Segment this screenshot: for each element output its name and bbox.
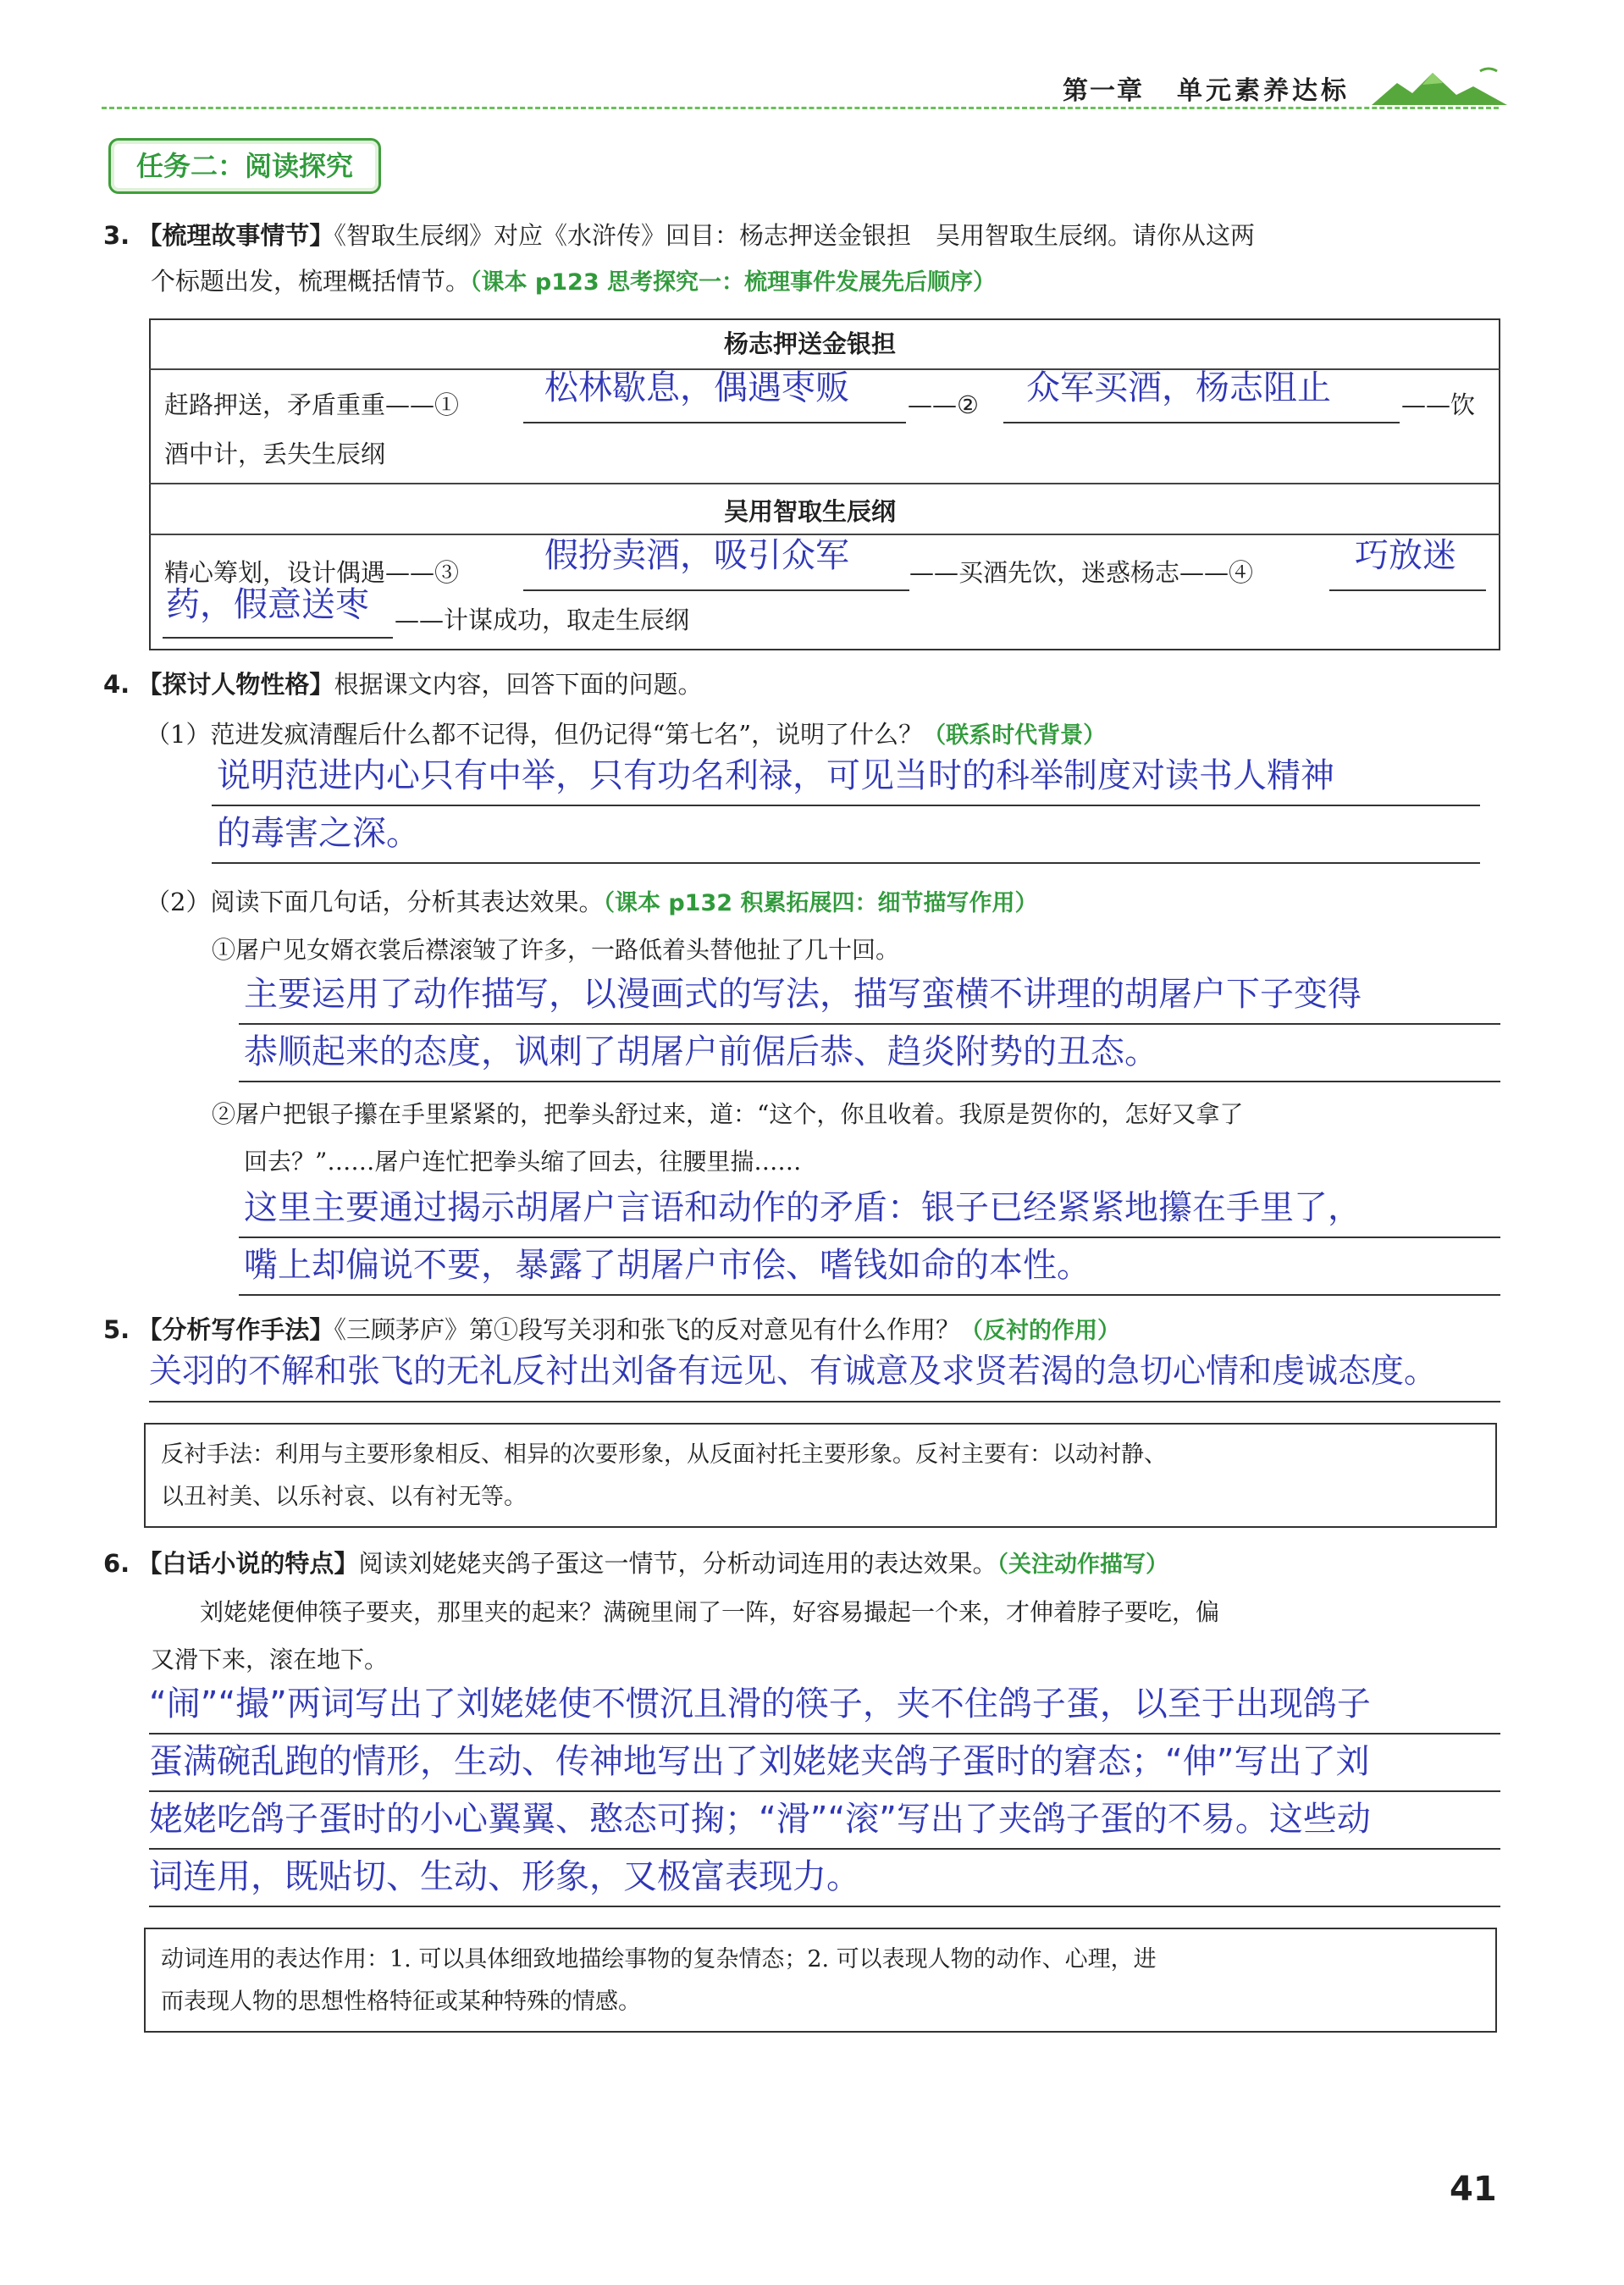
table-row2-b: ——买酒先饮，迷惑杨志——④: [909, 558, 1254, 587]
table-row2-a: 精心筹划，设计偶遇——③: [164, 558, 460, 587]
q4-part2: （2）阅读下面几句话，分析其表达效果。（课本 p132 积累拓展四：细节描写作用）: [146, 888, 1038, 916]
q4-answer1-line2: 的毒害之深。: [217, 814, 420, 853]
answer-3: 假扮卖酒，吸引众军: [544, 536, 849, 575]
q6-passage-line2: 又滑下来，滚在地下。: [151, 1646, 389, 1674]
q4-sentence2-line1: ②屠户把银子攥在手里紧紧的，把拳头舒过来，道：“这个，你且收着。我原是贺你的，怎好又拿了: [212, 1100, 1244, 1128]
answer-4b: 药，假意送枣: [166, 585, 369, 624]
q5-line: 5. 【分析写作手法】《三顾茅庐》第①段写关羽和张飞的反对意见有什么作用？（反衬的作用）: [103, 1315, 1120, 1344]
q6-answer-line1: “闹”“撮”两词写出了刘姥姥使不惯沉且滑的筷子，夹不住鸽子蛋，以至于出现鸽子: [149, 1685, 1371, 1723]
answer-2: 众军买酒，杨志阻止: [1026, 368, 1331, 407]
q4-answer1-line1: 说明范进内心只有中举，只有功名利禄，可见当时的科举制度对读书人精神: [217, 756, 1334, 795]
task-badge: 任务二：阅读探究: [108, 138, 381, 194]
header-divider: [102, 107, 1499, 109]
q4-answer2-line1: 主要运用了动作描写，以漫画式的写法，描写蛮横不讲理的胡屠户下子变得: [244, 975, 1362, 1014]
q5-answer: 关羽的不解和张飞的无礼反衬出刘备有远见、有诚意及求贤若渴的急切心情和虔诚态度。: [149, 1353, 1438, 1391]
chapter-label: 第一章: [1063, 76, 1144, 106]
q6-line: 6. 【白话小说的特点】阅读刘姥姥夹鸽子蛋这一情节，分析动词连用的表达效果。（关注动作描写）: [103, 1549, 1168, 1578]
q4-answer2-line2: 恭顺起来的态度，讽刺了胡屠户前倨后恭、趋炎附势的丑态。: [244, 1032, 1158, 1071]
q4-part1: （1）范进发疯清醒后什么都不记得，但仍记得“第七名”，说明了什么？（联系时代背景）: [146, 720, 1107, 749]
q5-tip-line1: 反衬手法：利用与主要形象相反、相异的次要形象，从反面衬托主要形象。反衬主要有：以动衬静、: [161, 1441, 1167, 1468]
q4-sentence2-line2: 回去？”……屠户连忙把拳头缩了回去，往腰里揣……: [244, 1148, 802, 1176]
q4-answer3-line2: 嘴上却偏说不要，暴露了胡屠户市侩、嗜钱如命的本性。: [244, 1246, 1091, 1285]
q6-passage-line1: 刘姥姥便伸筷子要夹，那里夹的起来？满碗里闹了一阵，好容易撮起一个来，才伸着脖子要吃，偏: [200, 1598, 1220, 1626]
table-row1-c: ——饮: [1401, 390, 1476, 419]
q5-tip-line2: 以丑衬美、以乐衬哀、以有衬无等。: [161, 1484, 527, 1510]
table-row1-b: ——②: [908, 390, 979, 419]
q4-sentence1: ①屠户见女婿衣裳后襟滚皱了许多，一路低着头替他扯了几十回。: [212, 936, 900, 964]
mountain-icon: [1372, 64, 1507, 107]
q4-line: 4. 【探讨人物性格】根据课文内容，回答下面的问题。: [103, 670, 703, 699]
q4-answer3-line1: 这里主要通过揭示胡屠户言语和动作的矛盾：银子已经紧紧地攥在手里了，: [244, 1188, 1362, 1227]
q3-line1: 3. 【梳理故事情节】《智取生辰纲》对应《水浒传》回目：杨志押送金银担 吴用智取生辰纲。请你从这两: [103, 221, 1255, 250]
q6-tip-line2: 而表现人物的思想性格特征或某种特殊的情感。: [161, 1989, 641, 2015]
table-row1-d: 酒中计，丢失生辰纲: [164, 440, 386, 468]
q3-line2: 个标题出发，梳理概括情节。（课本 p123 思考探究一：梳理事件发展先后顺序）: [151, 267, 997, 296]
header-title: 单元素养达标: [1177, 76, 1350, 106]
q6-answer-line4: 词连用，既贴切、生动、形象，又极富表现力。: [149, 1857, 860, 1896]
page-number: 41: [1450, 2170, 1497, 2209]
table-row2-c: ——计谋成功，取走生辰纲: [395, 606, 690, 634]
table-head-yangzhi: 杨志押送金银担: [724, 329, 897, 358]
table-row1-a: 赶路押送，矛盾重重——①: [164, 390, 460, 419]
q6-answer-line2: 蛋满碗乱跑的情形，生动、传神地写出了刘姥姥夹鸽子蛋时的窘态；“伸”写出了刘: [149, 1742, 1370, 1781]
answer-4a: 巧放迷: [1355, 536, 1456, 575]
q6-tip-line1: 动词连用的表达作用：1. 可以具体细致地描绘事物的复杂情态；2. 可以表现人物的动作、心理，进: [161, 1946, 1157, 1972]
answer-1: 松林歇息，偶遇枣贩: [544, 368, 849, 407]
table-head-wuyong: 吴用智取生辰纲: [724, 497, 897, 526]
q6-answer-line3: 姥姥吃鸽子蛋时的小心翼翼、憨态可掬；“滑”“滚”写出了夹鸽子蛋的不易。这些动: [149, 1800, 1371, 1839]
